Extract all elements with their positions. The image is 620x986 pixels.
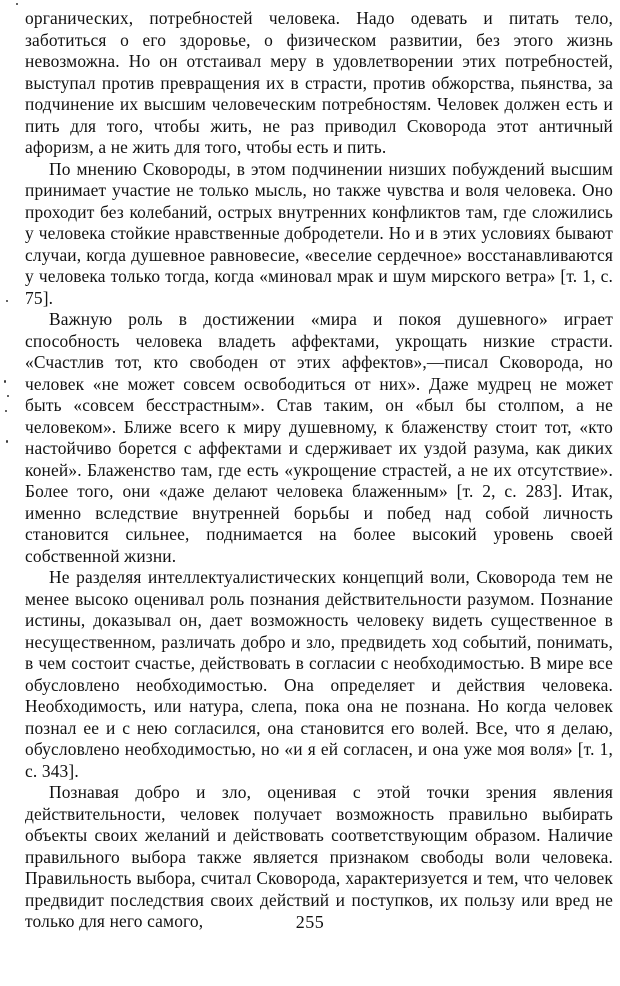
body-text: [25, 8, 613, 933]
scan-speck: [4, 380, 6, 383]
paragraph-5: Познавая добро и зло, оценивая с этой точки зрения явления действительности, человек получает возможность правильно выбирать объекты своих желаний и действовать соответствующим образом. Наличие правильного выбора также является признаком свободы воли человека. Правильность выбора, считал Сковорода, характеризуется и тем, что человек предвидит последствия своих действий и поступков, их пользу или вред не только для него самого,: [25, 782, 613, 931]
scan-speck: [6, 300, 8, 302]
paragraph-1: органических, потребностей человека. Надо одевать и питать тело, заботиться о его здоровье, о физическом развитии, без этого жизнь невозможна. Но он отстаивал меру в удовлетворении этих потребностей, выступал против превращения их в страсти, против обжорства, пьянства, за подчинение их высшим человеческим потребностям. Человек должен есть и пить для того, чтобы жить, не раз приводил Сковорода этот античный афоризм, а не жить для того, чтобы есть и пить.: [25, 8, 613, 157]
scan-speck: [7, 395, 9, 397]
paragraph-3: Важную роль в достижении «мира и покоя душевного» играет способность человека владеть аффектами, укрощать низкие страсти. «Счастлив тот, кто свободен от этих аффектов»,—писал Сковорода, но человек «не может совсем освободиться от них». Даже мудрец не может быть «совсем бесстрастным». Став таким, он «был бы столпом, а не человеком». Ближе всего к миру душевному, к блаженству стоит тот, «кто настойчиво борется с аффектами и сдерживает их уздой разума, как диких коней». Блаженство там, где есть «укрощение страстей, а не их отсутствие». Более того, они «даже делают человека блаженным» [т. 2, с. 283]. Итак, именно вследствие внутренней борьбы и побед над собой личность становится сильнее, поднимается на более высокий уровень своей собственной жизни.: [25, 309, 613, 566]
scan-speck: [5, 410, 7, 412]
scan-speck: [6, 440, 8, 443]
paragraph-4: Не разделяя интеллектуалистических концепций воли, Сковорода тем не менее высоко оценивал роль познания действительности разумом. Познание истины, доказывал он, дает возможность человеку видеть существенное в несущественном, различать добро и зло, предвидеть ход событий, понимать, в чем состоит счастье, действовать в согласии с необходимостью. В мире все обусловлено необходимостью. Она определяет и действия человека. Необходимость, или натура, слепа, пока она не познана. Но когда человек познал ее и с нею согласился, она становится его волей. Все, что я делаю, обусловлено необходимостью, но «и я ей согласен, и она уже моя воля» [т. 1, с. 343].: [25, 567, 613, 781]
paragraph-2: По мнению Сковороды, в этом подчинении низших побуждений высшим принимает участие не только мысль, но также чувства и воля человека. Оно проходит без колебаний, острых внутренних конфликтов там, где сложились у человека стойкие нравственные добродетели. Но и в этих условиях бывают случаи, когда душевное равновесие, «веселие сердечное» восстанавливаются у человека только тогда, когда «миновал мрак и шум мирского ветра» [т. 1, с. 75].: [25, 158, 613, 308]
page-number: 255: [295, 912, 325, 932]
scan-speck: [16, 3, 18, 5]
